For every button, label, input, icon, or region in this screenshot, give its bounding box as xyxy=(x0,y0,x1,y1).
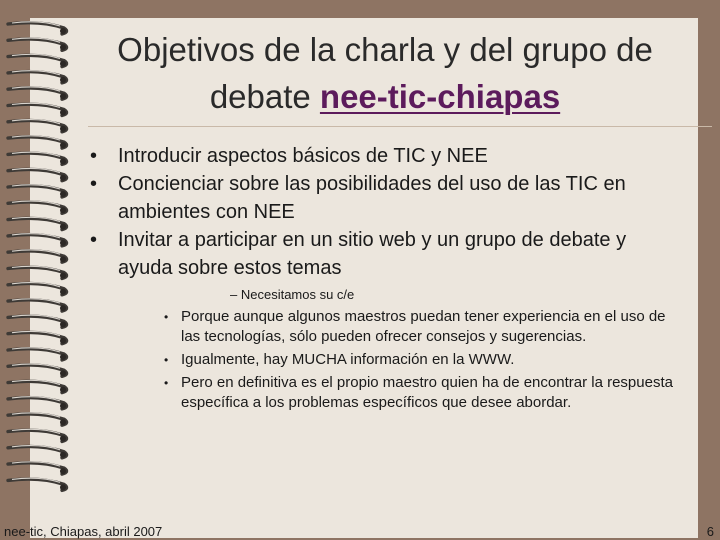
spiral-ring-icon xyxy=(8,413,67,425)
title-divider xyxy=(88,126,712,127)
spiral-ring-icon xyxy=(8,103,67,115)
spiral-ring-icon xyxy=(8,446,67,458)
spiral-ring-icon xyxy=(8,266,67,278)
spiral-ring-icon xyxy=(8,217,67,229)
list-item xyxy=(160,373,680,413)
bullet-text: Concienciar sobre las posibilidades del uso de las TIC en ambientes con NEE xyxy=(118,173,626,223)
spiral-ring-icon xyxy=(8,331,67,343)
slide-title xyxy=(80,26,690,120)
spiral-ring-icon xyxy=(8,299,67,311)
spiral-ring-icon xyxy=(8,250,67,262)
spiral-ring-icon xyxy=(8,234,67,246)
spiral-ring-icon xyxy=(8,315,67,327)
spiral-ring-icon xyxy=(8,478,67,490)
sub-bullet-list xyxy=(160,307,680,416)
brand-name: nee-tic-chiapas xyxy=(319,78,561,115)
spiral-ring-icon xyxy=(8,462,67,474)
list-item xyxy=(86,170,686,226)
main-bullet-list xyxy=(86,142,686,282)
spiral-ring-icon xyxy=(8,152,67,164)
bullet-icon: • xyxy=(164,310,169,324)
dash-item: – Necesitamos su c/e xyxy=(230,287,355,302)
list-item xyxy=(86,226,686,282)
spiral-ring-icon xyxy=(8,71,67,83)
spiral-ring-icon xyxy=(8,54,67,66)
spiral-ring-icon xyxy=(8,201,67,213)
bullet-text: Introducir aspectos básicos de TIC y NEE xyxy=(118,145,488,167)
list-item xyxy=(160,350,680,370)
bullet-icon: • xyxy=(90,229,98,251)
bullet-text: Invitar a participar en un sitio web y un grupo de debate y ayuda sobre estos temas xyxy=(118,229,627,279)
list-item xyxy=(86,142,686,170)
title-line-2 xyxy=(80,73,690,120)
spiral-binding-icon xyxy=(0,0,80,540)
bullet-icon: • xyxy=(164,353,169,367)
spiral-ring-icon xyxy=(8,22,67,34)
sub-bullet-text: Porque aunque algunos maestros puedan tener experiencia en el uso de las tecnologías, sólo pueden ofrecer consejos y sugerencias. xyxy=(181,308,666,345)
bullet-icon: • xyxy=(90,145,98,167)
sub-bullet-text: Pero en definitiva es el propio maestro quien ha de encontrar la respuesta específica a los problemas específicos que desee abordar. xyxy=(181,374,673,411)
bullet-icon: • xyxy=(164,376,169,390)
page-number: 6 xyxy=(706,524,714,539)
spiral-ring-icon xyxy=(8,348,67,360)
sub-bullet-text: Igualmente, hay MUCHA información en la WWW. xyxy=(181,351,515,368)
list-item xyxy=(160,307,680,347)
title-line-2-prefix: debate xyxy=(209,78,320,115)
spiral-ring-icon xyxy=(8,136,67,148)
spiral-ring-icon xyxy=(8,185,67,197)
spiral-ring-icon xyxy=(8,380,67,392)
spiral-ring-icon xyxy=(8,38,67,50)
spiral-ring-icon xyxy=(8,283,67,295)
spiral-ring-icon xyxy=(8,87,67,99)
spiral-ring-icon xyxy=(8,397,67,409)
spiral-ring-icon xyxy=(8,120,67,132)
title-line-1: Objetivos de la charla y del grupo de xyxy=(117,31,653,68)
footer-text: nee-tic, Chiapas, abril 2007 xyxy=(4,524,163,539)
spiral-ring-icon xyxy=(8,429,67,441)
bullet-icon: • xyxy=(90,173,98,195)
spiral-ring-icon xyxy=(8,168,67,180)
spiral-ring-icon xyxy=(8,364,67,376)
